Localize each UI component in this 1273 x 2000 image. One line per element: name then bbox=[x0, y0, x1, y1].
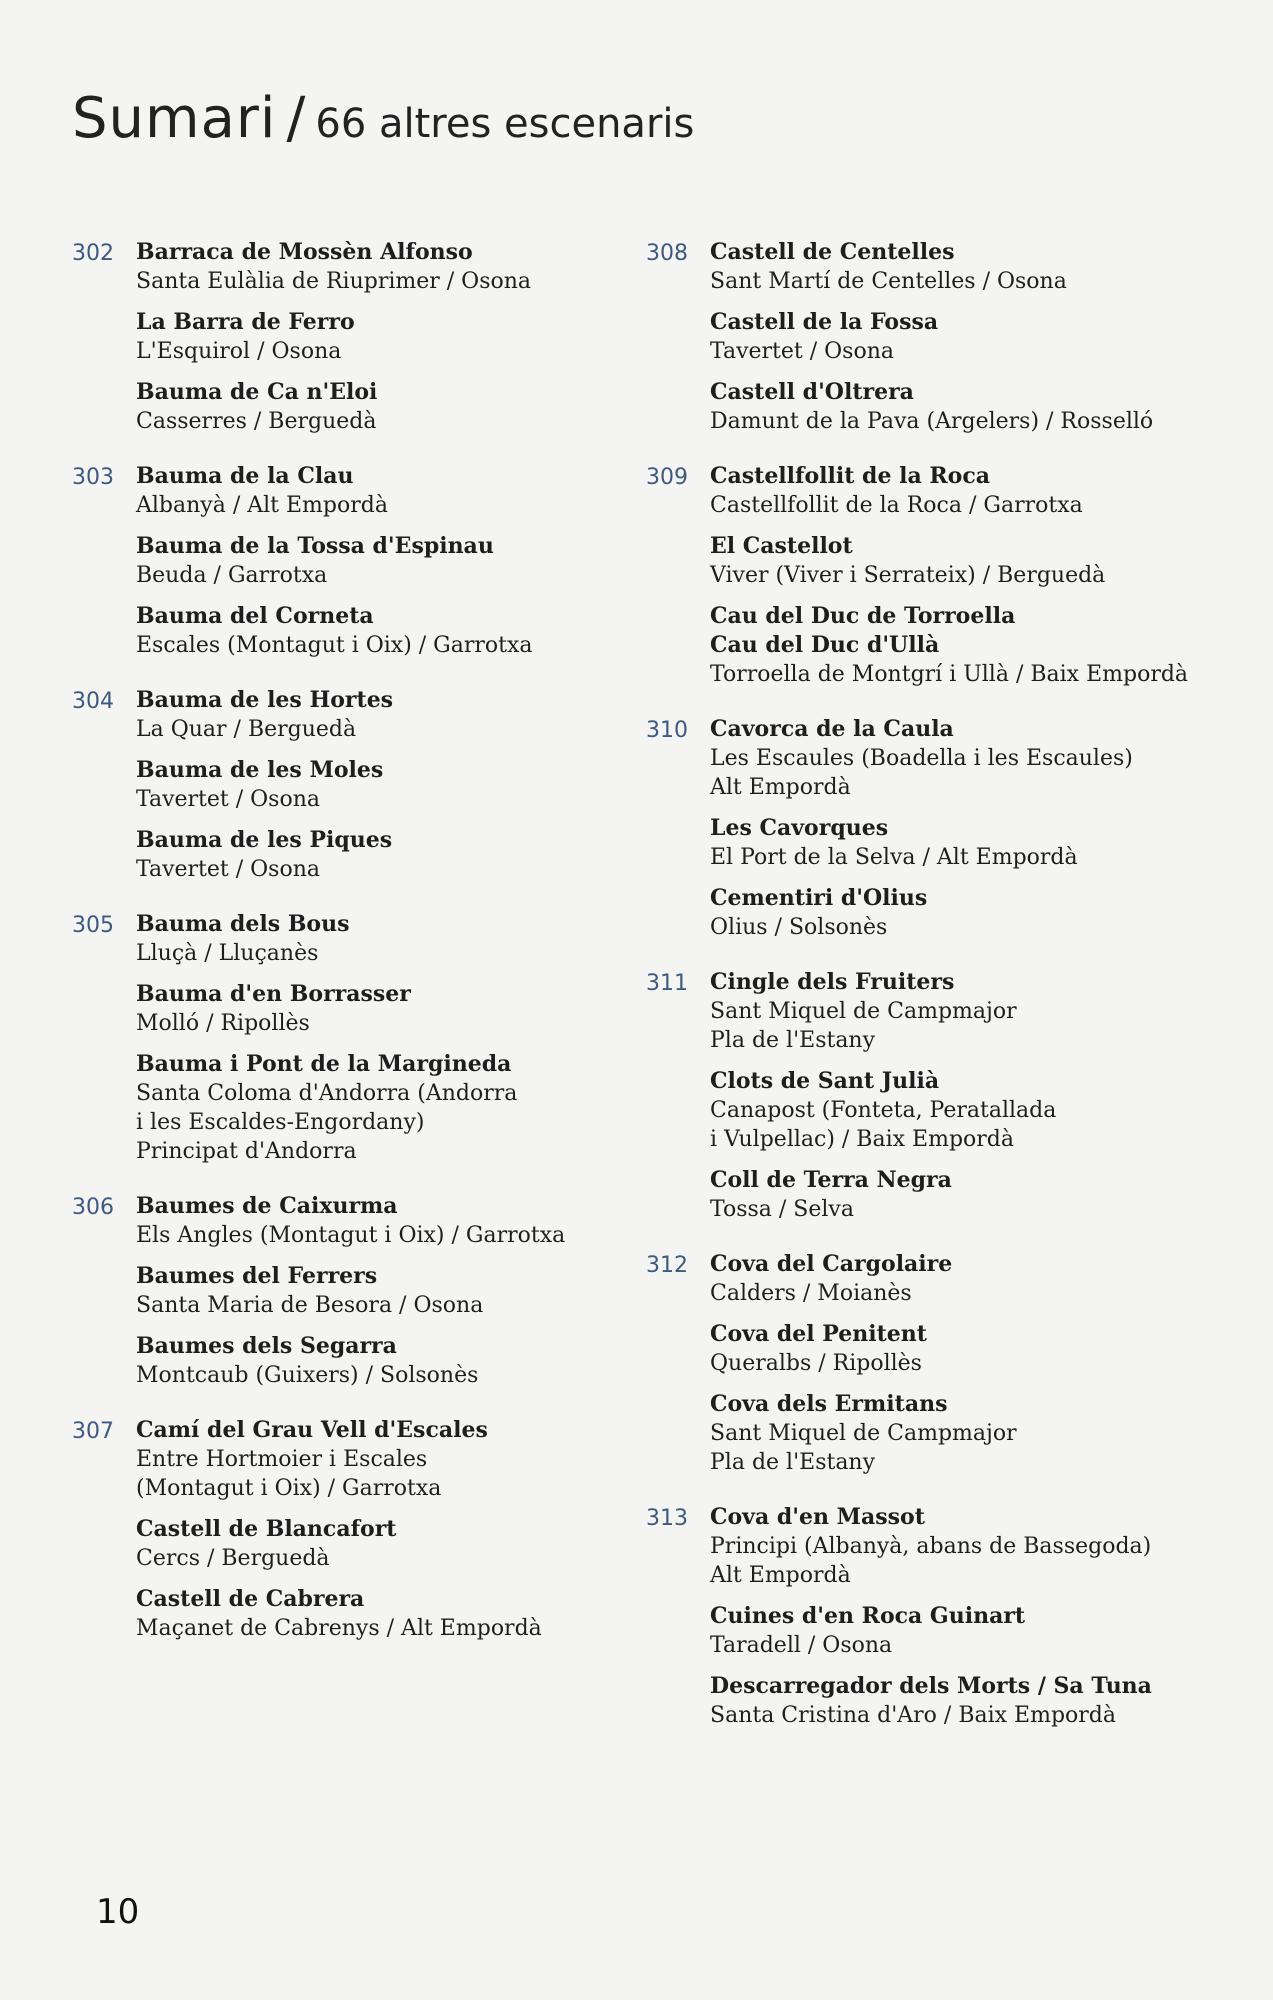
entry-location-line: Beuda / Garrotxa bbox=[136, 563, 328, 588]
entry-location-line: Cercs / Berguedà bbox=[136, 1546, 330, 1571]
entry-location bbox=[136, 491, 662, 520]
entry-name bbox=[710, 238, 1236, 267]
toc-entries bbox=[710, 715, 1236, 942]
toc-group bbox=[72, 462, 662, 660]
entry-name-line: Cova del Cargolaire bbox=[710, 1251, 953, 1277]
entry-name bbox=[710, 462, 1236, 491]
entry-location bbox=[136, 1009, 662, 1038]
entry-name-line: Castell d'Oltrera bbox=[710, 379, 914, 405]
entry-location-line: Sant Miquel de Campmajor bbox=[710, 999, 1017, 1024]
toc-page-number: 309 bbox=[646, 465, 688, 490]
toc-entry bbox=[710, 1067, 1236, 1154]
entry-location bbox=[710, 1096, 1236, 1154]
entry-location-line: Lluçà / Lluçanès bbox=[136, 941, 319, 966]
toc-entry bbox=[136, 826, 662, 884]
entry-name-line: Castell de Blancafort bbox=[136, 1516, 397, 1542]
toc-group bbox=[72, 910, 662, 1166]
entry-location bbox=[136, 1614, 662, 1643]
entry-name-line: Bauma d'en Borrasser bbox=[136, 981, 411, 1007]
entry-location bbox=[136, 1361, 662, 1390]
toc-group bbox=[72, 686, 662, 884]
entry-name bbox=[136, 1416, 662, 1445]
entry-name-line: Castellfollit de la Roca bbox=[710, 463, 990, 489]
entry-location-line: Entre Hortmoier i Escales bbox=[136, 1447, 428, 1472]
entry-location bbox=[710, 1532, 1236, 1590]
toc-entry bbox=[136, 1262, 662, 1320]
entry-name-line: Bauma del Corneta bbox=[136, 603, 374, 629]
toc-group bbox=[646, 1250, 1236, 1477]
entry-name bbox=[710, 602, 1236, 660]
entry-name-line: Clots de Sant Julià bbox=[710, 1068, 940, 1094]
entry-name bbox=[710, 814, 1236, 843]
toc-entry bbox=[710, 814, 1236, 872]
toc-entries bbox=[136, 1192, 662, 1390]
entry-location-line: Santa Cristina d'Aro / Baix Empordà bbox=[710, 1703, 1117, 1728]
entry-location bbox=[710, 561, 1236, 590]
toc-entry bbox=[136, 1192, 662, 1250]
entry-location bbox=[710, 913, 1236, 942]
entry-location-line: Santa Coloma d'Andorra (Andorra bbox=[136, 1081, 518, 1106]
entry-name bbox=[136, 756, 662, 785]
toc-entry bbox=[710, 1672, 1236, 1730]
toc-entry bbox=[710, 378, 1236, 436]
toc-page-number: 310 bbox=[646, 718, 688, 743]
entry-name bbox=[136, 910, 662, 939]
toc-entry bbox=[136, 308, 662, 366]
entry-location-line: Santa Eulàlia de Riuprimer / Osona bbox=[136, 269, 532, 294]
toc-group bbox=[72, 1192, 662, 1390]
entry-location bbox=[136, 1221, 662, 1250]
entry-name-line: Castell de la Fossa bbox=[710, 309, 939, 335]
entry-location-line: Damunt de la Pava (Argelers) / Rosselló bbox=[710, 409, 1154, 434]
toc-entry bbox=[136, 1515, 662, 1573]
entry-name-line: Bauma de la Tossa d'Espinau bbox=[136, 533, 494, 559]
toc-group bbox=[646, 462, 1236, 689]
entry-name bbox=[710, 1672, 1236, 1701]
entry-name-line: Camí del Grau Vell d'Escales bbox=[136, 1417, 488, 1443]
entry-name bbox=[710, 1503, 1236, 1532]
entry-name bbox=[710, 1166, 1236, 1195]
toc-right-column bbox=[646, 238, 1236, 1756]
entry-location bbox=[710, 1349, 1236, 1378]
entry-location-line: Castellfollit de la Roca / Garrotxa bbox=[710, 493, 1083, 518]
toc-entry bbox=[136, 532, 662, 590]
entry-name-line: Cova d'en Massot bbox=[710, 1504, 925, 1530]
entry-location bbox=[136, 337, 662, 366]
page-title bbox=[72, 86, 694, 151]
entry-name-line: Cova dels Ermitans bbox=[710, 1391, 948, 1417]
toc-entry bbox=[710, 715, 1236, 802]
toc-entry bbox=[136, 756, 662, 814]
toc-entry bbox=[710, 238, 1236, 296]
entry-name bbox=[710, 378, 1236, 407]
entry-location-line: Calders / Moianès bbox=[710, 1281, 912, 1306]
toc-entry bbox=[136, 238, 662, 296]
entry-location-line: Maçanet de Cabrenys / Alt Empordà bbox=[136, 1616, 542, 1641]
entry-location-line: Principi (Albanyà, abans de Bassegoda) bbox=[710, 1534, 1152, 1559]
entry-name bbox=[710, 968, 1236, 997]
entry-name bbox=[136, 462, 662, 491]
toc-entries bbox=[136, 686, 662, 884]
entry-location bbox=[710, 1419, 1236, 1477]
entry-name-line: Cementiri d'Olius bbox=[710, 885, 928, 911]
toc-entry bbox=[136, 1416, 662, 1503]
toc-entry bbox=[710, 1390, 1236, 1477]
entry-location-line: Els Angles (Montagut i Oix) / Garrotxa bbox=[136, 1223, 566, 1248]
entry-location-line: Les Escaules (Boadella i les Escaules) bbox=[710, 746, 1133, 771]
entry-location bbox=[136, 267, 662, 296]
entry-name bbox=[136, 980, 662, 1009]
entry-location-line: Santa Maria de Besora / Osona bbox=[136, 1293, 484, 1318]
entry-location-line: Sant Martí de Centelles / Osona bbox=[710, 269, 1067, 294]
toc-page-number: 305 bbox=[72, 913, 114, 938]
toc-group bbox=[646, 715, 1236, 942]
entry-name-line: Les Cavorques bbox=[710, 815, 889, 841]
entry-location-line: Tavertet / Osona bbox=[136, 857, 321, 882]
entry-location-line: Pla de l'Estany bbox=[710, 1450, 876, 1475]
entry-location-line: Canapost (Fonteta, Peratallada bbox=[710, 1098, 1057, 1123]
entry-name bbox=[136, 1585, 662, 1614]
toc-page-number: 308 bbox=[646, 241, 688, 266]
entry-location-line: (Montagut i Oix) / Garrotxa bbox=[136, 1476, 442, 1501]
toc-entry bbox=[710, 1602, 1236, 1660]
toc-page-number: 307 bbox=[72, 1419, 114, 1444]
toc-entry bbox=[136, 602, 662, 660]
entry-name-line: Bauma dels Bous bbox=[136, 911, 350, 937]
entry-location bbox=[710, 267, 1236, 296]
toc-entries bbox=[710, 1503, 1236, 1730]
entry-location bbox=[710, 1279, 1236, 1308]
entry-location-line: Alt Empordà bbox=[710, 1563, 851, 1588]
entry-location-line: Tossa / Selva bbox=[710, 1197, 854, 1222]
toc-page-number: 304 bbox=[72, 689, 114, 714]
entry-location-line: Alt Empordà bbox=[710, 775, 851, 800]
entry-location bbox=[710, 1631, 1236, 1660]
entry-name bbox=[710, 715, 1236, 744]
entry-location bbox=[710, 491, 1236, 520]
entry-name bbox=[710, 1067, 1236, 1096]
entry-name-line: Bauma de les Hortes bbox=[136, 687, 394, 713]
entry-location bbox=[136, 561, 662, 590]
entry-location-line: La Quar / Berguedà bbox=[136, 717, 357, 742]
page-number: 10 bbox=[96, 1892, 140, 1932]
entry-location bbox=[136, 1079, 662, 1166]
toc-group bbox=[646, 238, 1236, 436]
entry-location bbox=[710, 660, 1236, 689]
entry-location bbox=[136, 785, 662, 814]
entry-location-line: Casserres / Berguedà bbox=[136, 409, 377, 434]
toc-entries bbox=[136, 462, 662, 660]
toc-page-number: 311 bbox=[646, 971, 688, 996]
entry-name bbox=[136, 1050, 662, 1079]
entry-location-line: Pla de l'Estany bbox=[710, 1028, 876, 1053]
title-subtitle: 66 altres escenaris bbox=[315, 101, 695, 147]
entry-location-line: Albanyà / Alt Empordà bbox=[136, 493, 388, 518]
toc-entry bbox=[136, 910, 662, 968]
toc-page-number: 312 bbox=[646, 1253, 688, 1278]
entry-name bbox=[710, 1390, 1236, 1419]
entry-location bbox=[136, 1445, 662, 1503]
entry-location-line: i les Escaldes-Engordany) bbox=[136, 1110, 425, 1135]
toc-group bbox=[72, 238, 662, 436]
entry-name-line: La Barra de Ferro bbox=[136, 309, 355, 335]
entry-location-line: Queralbs / Ripollès bbox=[710, 1351, 922, 1376]
toc-page-number: 313 bbox=[646, 1506, 688, 1531]
entry-location bbox=[710, 1701, 1236, 1730]
toc-entries bbox=[136, 910, 662, 1166]
entry-location-line: Molló / Ripollès bbox=[136, 1011, 310, 1036]
toc-page-number: 302 bbox=[72, 241, 114, 266]
toc-page-number: 306 bbox=[72, 1195, 114, 1220]
entry-name-line: Bauma de les Piques bbox=[136, 827, 393, 853]
entry-name bbox=[136, 602, 662, 631]
entry-location bbox=[136, 939, 662, 968]
toc-entries bbox=[710, 968, 1236, 1224]
entry-location bbox=[710, 1195, 1236, 1224]
entry-name bbox=[136, 1515, 662, 1544]
entry-name bbox=[136, 686, 662, 715]
toc-entry bbox=[710, 602, 1236, 689]
entry-name-line: Cau del Duc de Torroella bbox=[710, 603, 1016, 629]
entry-name bbox=[136, 308, 662, 337]
toc-page-number: 303 bbox=[72, 465, 114, 490]
entry-location bbox=[136, 1291, 662, 1320]
toc-entry bbox=[710, 1250, 1236, 1308]
toc-entry bbox=[710, 532, 1236, 590]
toc-entries bbox=[136, 238, 662, 436]
entry-name-line: Bauma de les Moles bbox=[136, 757, 384, 783]
entry-name bbox=[136, 1262, 662, 1291]
toc-group bbox=[72, 1416, 662, 1643]
toc-entry bbox=[710, 1166, 1236, 1224]
entry-location bbox=[710, 744, 1236, 802]
toc-entry bbox=[136, 462, 662, 520]
entry-name bbox=[136, 1192, 662, 1221]
toc-entry bbox=[710, 884, 1236, 942]
toc-entry bbox=[136, 1050, 662, 1166]
toc-entry bbox=[136, 686, 662, 744]
entry-name-line: Castell de Cabrera bbox=[136, 1586, 365, 1612]
entry-name-line: Bauma i Pont de la Margineda bbox=[136, 1051, 512, 1077]
entry-name-line: Baumes dels Segarra bbox=[136, 1333, 397, 1359]
toc-entries bbox=[710, 1250, 1236, 1477]
entry-name-line: Coll de Terra Negra bbox=[710, 1167, 952, 1193]
entry-location-line: Montcaub (Guixers) / Solsonès bbox=[136, 1363, 479, 1388]
toc-group bbox=[646, 968, 1236, 1224]
entry-name bbox=[136, 826, 662, 855]
entry-location bbox=[136, 1544, 662, 1573]
entry-name-line: Cavorca de la Caula bbox=[710, 716, 954, 742]
entry-name-line: Castell de Centelles bbox=[710, 239, 955, 265]
entry-name-line: Cova del Penitent bbox=[710, 1321, 927, 1347]
toc-entry bbox=[710, 1503, 1236, 1590]
title-separator: / bbox=[286, 86, 306, 151]
entry-location-line: Tavertet / Osona bbox=[136, 787, 321, 812]
toc-entry bbox=[136, 378, 662, 436]
entry-name-line: Baumes de Caixurma bbox=[136, 1193, 398, 1219]
entry-location bbox=[136, 631, 662, 660]
entry-name bbox=[136, 532, 662, 561]
toc-entry bbox=[136, 1585, 662, 1643]
entry-name bbox=[710, 1250, 1236, 1279]
entry-name-line: Bauma de Ca n'Eloi bbox=[136, 379, 378, 405]
entry-location-line: Taradell / Osona bbox=[710, 1633, 893, 1658]
entry-location-line: Viver (Viver i Serrateix) / Berguedà bbox=[710, 563, 1106, 588]
entry-location bbox=[710, 407, 1236, 436]
entry-location-line: Torroella de Montgrí i Ullà / Baix Empordà bbox=[710, 662, 1189, 687]
entry-name bbox=[710, 308, 1236, 337]
entry-location bbox=[136, 855, 662, 884]
entry-name-line: Bauma de la Clau bbox=[136, 463, 354, 489]
entry-name-line: Cuines d'en Roca Guinart bbox=[710, 1603, 1026, 1629]
toc-group bbox=[646, 1503, 1236, 1730]
entry-name bbox=[136, 238, 662, 267]
entry-name-line: Cau del Duc d'Ullà bbox=[710, 632, 940, 658]
entry-location bbox=[710, 337, 1236, 366]
toc-entry bbox=[710, 968, 1236, 1055]
toc-entry bbox=[136, 1332, 662, 1390]
title-main: Sumari bbox=[72, 86, 277, 151]
entry-location-line: Escales (Montagut i Oix) / Garrotxa bbox=[136, 633, 533, 658]
toc-entry bbox=[136, 980, 662, 1038]
entry-name bbox=[710, 1320, 1236, 1349]
entry-location bbox=[710, 843, 1236, 872]
entry-location-line: El Port de la Selva / Alt Empordà bbox=[710, 845, 1078, 870]
toc-entries bbox=[710, 462, 1236, 689]
entry-location bbox=[136, 407, 662, 436]
entry-name-line: Cingle dels Fruiters bbox=[710, 969, 955, 995]
entry-location-line: L'Esquirol / Osona bbox=[136, 339, 342, 364]
toc-left-column bbox=[72, 238, 662, 1669]
entry-name-line: Barraca de Mossèn Alfonso bbox=[136, 239, 473, 265]
toc-entry bbox=[710, 1320, 1236, 1378]
entry-location-line: Principat d'Andorra bbox=[136, 1139, 357, 1164]
entry-location-line: Tavertet / Osona bbox=[710, 339, 895, 364]
entry-location-line: Olius / Solsonès bbox=[710, 915, 888, 940]
entry-location bbox=[710, 997, 1236, 1055]
entry-name bbox=[710, 884, 1236, 913]
toc-entries bbox=[136, 1416, 662, 1643]
toc-entries bbox=[710, 238, 1236, 436]
entry-name bbox=[710, 1602, 1236, 1631]
entry-location-line: i Vulpellac) / Baix Empordà bbox=[710, 1127, 1014, 1152]
entry-name bbox=[136, 378, 662, 407]
entry-name bbox=[710, 532, 1236, 561]
entry-name-line: El Castellot bbox=[710, 533, 853, 559]
entry-name-line: Descarregador dels Morts / Sa Tuna bbox=[710, 1673, 1152, 1699]
entry-name bbox=[136, 1332, 662, 1361]
entry-location-line: Sant Miquel de Campmajor bbox=[710, 1421, 1017, 1446]
entry-name-line: Baumes del Ferrers bbox=[136, 1263, 378, 1289]
toc-entry bbox=[710, 308, 1236, 366]
entry-location bbox=[136, 715, 662, 744]
toc-entry bbox=[710, 462, 1236, 520]
